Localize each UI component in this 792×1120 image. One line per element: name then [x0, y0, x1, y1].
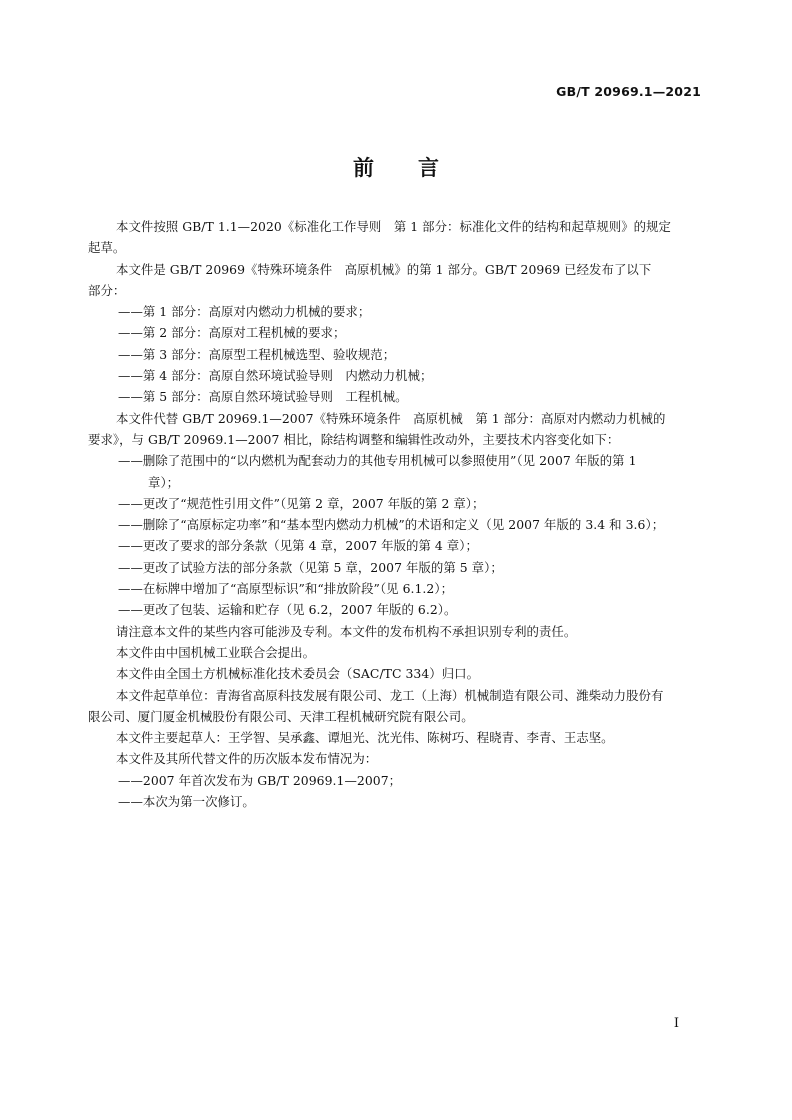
paragraph-line: 限公司、厦门厦金机械股份有限公司、天津工程机械研究院有限公司。	[88, 708, 474, 724]
page-number: I	[673, 1016, 679, 1031]
paragraph-line: 起草。	[88, 240, 126, 256]
list-item: ——第 2 部分：高原对工程机械的要求；	[118, 325, 346, 341]
paragraph-line: 本文件代替 GB/T 20969.1—2007《特殊环境条件 高原机械 第 1 部分：高原对内燃动力机械的	[116, 410, 666, 426]
standard-number: GB/T 20969.1—2021	[556, 84, 701, 99]
title-char-2: 言	[418, 156, 439, 180]
list-item: ——第 1 部分：高原对内燃动力机械的要求；	[118, 304, 371, 320]
list-item: ——在标牌中增加了“高原型标识”和“排放阶段”（见 6.1.2）；	[118, 581, 454, 597]
foreword-body	[88, 216, 704, 812]
title-char-1: 前	[353, 156, 374, 180]
paragraph-line: 本文件是 GB/T 20969《特殊环境条件 高原机械》的第 1 部分。GB/T 20969 已经发布了以下	[116, 261, 652, 277]
list-item: ——2007 年首次发布为 GB/T 20969.1—2007；	[118, 772, 402, 788]
page-title	[0, 152, 792, 182]
list-item: ——更改了试验方法的部分条款（见第 5 章，2007 年版的第 5 章）；	[118, 559, 503, 575]
list-item: ——更改了要求的部分条款（见第 4 章，2007 年版的第 4 章）；	[118, 538, 478, 554]
list-item: ——第 5 部分：高原自然环境试验导则 工程机械。	[118, 389, 408, 405]
list-item: ——第 3 部分：高原型工程机械选型、验收规范；	[118, 346, 396, 362]
paragraph-line: 本文件及其所代替文件的历次版本发布情况为：	[116, 751, 378, 767]
list-item-continuation: 章）；	[148, 474, 180, 490]
paragraph-line: 本文件由全国土方机械标准化技术委员会（SAC/TC 334）归口。	[116, 666, 480, 682]
list-item: ——删除了“高原标定功率”和“基本型内燃动力机械”的术语和定义（见 2007 年版的 3.4 和 3.6）；	[118, 517, 665, 533]
list-item: ——更改了“规范性引用文件”（见第 2 章，2007 年版的第 2 章）；	[118, 495, 485, 511]
list-item: ——第 4 部分：高原自然环境试验导则 内燃动力机械；	[118, 368, 433, 384]
paragraph-line: 要求》，与 GB/T 20969.1—2007 相比，除结构调整和编辑性改动外，主要技术内容变化如下：	[88, 431, 620, 447]
paragraph-line: 请注意本文件的某些内容可能涉及专利。本文件的发布机构不承担识别专利的责任。	[116, 623, 577, 639]
paragraph-line: 本文件起草单位：青海省高原科技发展有限公司、龙工（上海）机械制造有限公司、潍柴动力股份有	[116, 687, 664, 703]
list-item: ——删除了范围中的“以内燃机为配套动力的其他专用机械可以参照使用”（见 2007 年版的第 1	[118, 453, 637, 469]
list-item: ——本次为第一次修订。	[118, 794, 255, 810]
paragraph-line: 本文件按照 GB/T 1.1—2020《标准化工作导则 第 1 部分：标准化文件的结构和起草规则》的规定	[116, 219, 671, 234]
paragraph-line: 本文件由中国机械工业联合会提出。	[116, 644, 316, 660]
paragraph-line: 部分：	[88, 282, 126, 298]
list-item: ——更改了包装、运输和贮存（见 6.2，2007 年版的 6.2）。	[118, 602, 457, 618]
paragraph-line: 本文件主要起草人：王学智、吴承鑫、谭旭光、沈光伟、陈树巧、程晓青、李青、王志坚。	[116, 730, 614, 746]
